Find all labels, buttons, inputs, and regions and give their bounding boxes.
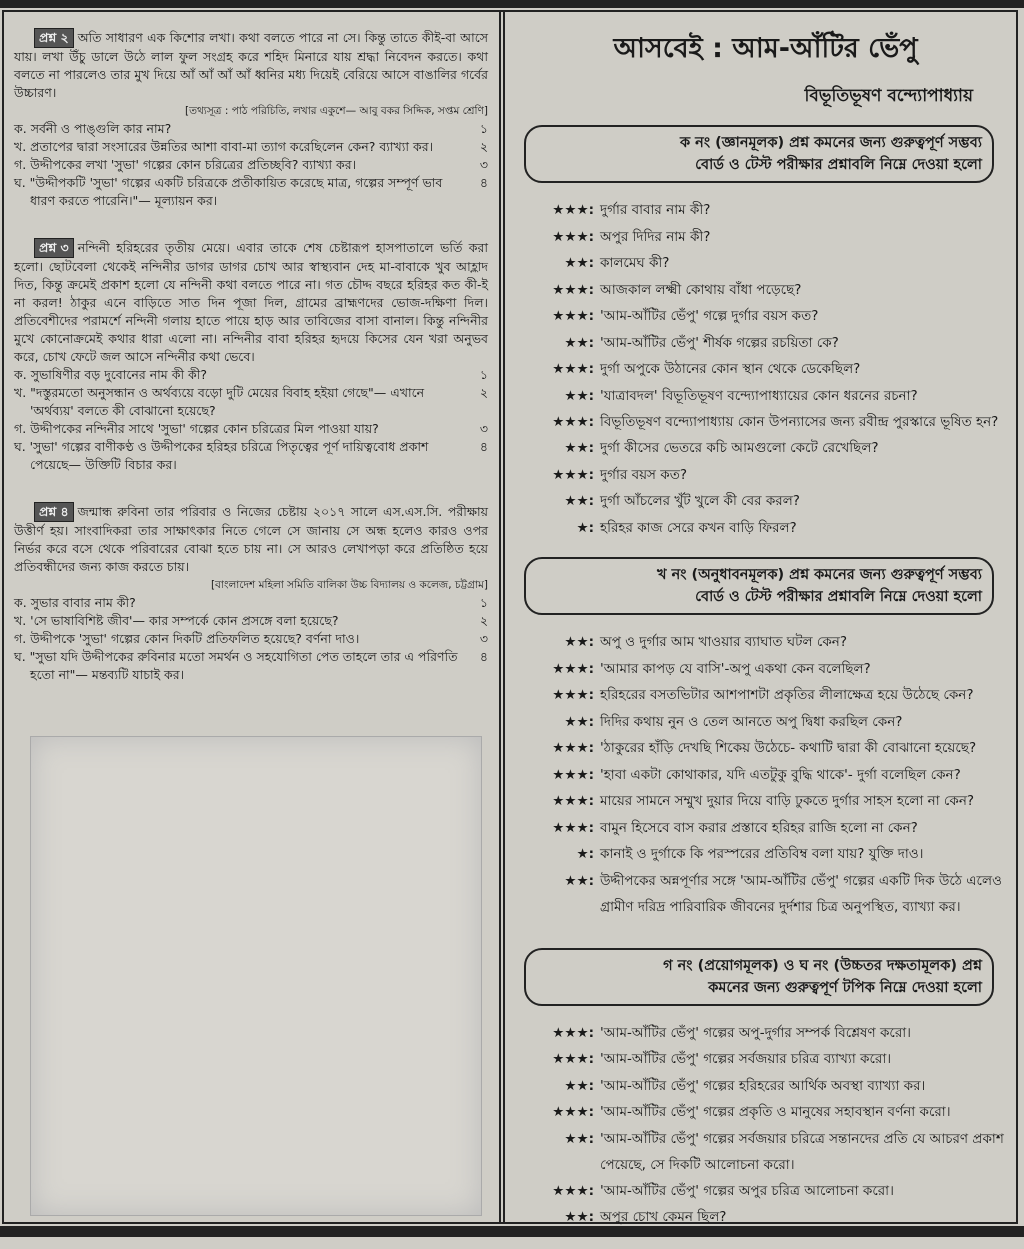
section-header-line: ক নং (জ্ঞানমূলক) প্রশ্ন কমনের জন্য গুরুত্বপূর্ণ সম্ভব্য [679, 135, 982, 151]
sub-question-text: ঘ. 'সুভা' গল্পের বাণীকণ্ঠ ও উদ্দীপকের হরিহর চরিত্রে পিতৃত্বের পূর্ণ দায়িত্ববোধ প্রকাশ পেয়েছে— উক্তিটি বিচার কর। [14, 439, 429, 472]
list-item [508, 462, 1013, 489]
list-item [508, 762, 1013, 789]
source-note: [তথ্যসূত্র : পাঠ পরিচিতি, লখার একুশে— আবু বকর সিদ্দিক, সপ্তম শ্রেণি] [185, 105, 488, 117]
sub-question-text: ঘ. "সুভা যদি উদ্দীপকের রুবিনার মতো সমর্থন ও সহযোগিতা পেত তাহলে তার এ পরিণতি হতো না"— মন্তব্যটি যাচাই কর। [14, 649, 458, 682]
star-rating-icon: ★★★: [552, 228, 594, 245]
star-rating-icon: ★★★: [552, 308, 594, 324]
question-text: 'আম-আঁটির ভেঁপু' গল্পের অপু-দুর্গার সম্পর্ক বিশ্লেষণ করো। [600, 1024, 911, 1041]
marks: ১ [479, 367, 488, 382]
star-rating-icon: ★★★: [552, 1024, 594, 1041]
section-header-line: খ নং (অনুধাবনমূলক) প্রশ্ন কমনের জন্য গুরুত্বপূর্ণ সম্ভব্য [657, 567, 982, 583]
star-rating-icon: ★★: [564, 493, 594, 509]
list-item [508, 303, 1013, 330]
list-item [508, 1099, 1013, 1126]
question-text: দুর্গা কীসের ভেতরে কচি আমগুলো কেটে রেখেছিল? [600, 440, 879, 456]
question-text: দুর্গার বাবার নাম কী? [600, 202, 711, 218]
star-rating-icon: ★★: [564, 713, 594, 730]
sub-question [14, 120, 488, 138]
list-item [508, 383, 1013, 410]
stimulus [14, 28, 488, 102]
question-text: দুর্গার বয়স কত? [600, 466, 687, 483]
question-text: অপু ও দুর্গার আম খাওয়ার ব্যাঘাত ঘটল কেন? [600, 634, 847, 650]
section-header-line: বোর্ড ও টেস্ট পরীক্ষার প্রশ্নাবলি নিম্নে দেওয়া হলো [695, 589, 982, 605]
sub-question-text: গ. উদ্দীপকে 'সুভা' গল্পের কোন দিকটি প্রতিফলিত হয়েছে? বর্ণনা দাও। [14, 631, 360, 646]
question-number: প্রশ্ন ৩ [34, 238, 74, 258]
star-rating-icon: ★★★: [552, 819, 594, 836]
stimulus [14, 238, 488, 366]
list-item [508, 788, 1013, 815]
section-header-line: বোর্ড ও টেস্ট পরীক্ষার প্রশ্নাবলি নিম্নে দেওয়া হলো [695, 157, 982, 173]
question-text: 'ঠাকুরের হাঁড়ি দেখছি শিকেয় উঠেচে- কথাটি দ্বারা কী বোঝানো হয়েছে? [600, 740, 977, 756]
question-text: হরিহরের বসতভিটার আশপাশটা প্রকৃতির লীলাক্ষেত্র হয়ে উঠেছে কেন? [600, 687, 974, 703]
sub-question [14, 438, 488, 474]
marks: ৪ [479, 649, 488, 664]
list-item [508, 250, 1013, 277]
marks: ৪ [479, 439, 488, 454]
list-item [508, 1046, 1013, 1073]
list-item [508, 1020, 1013, 1047]
marks: ৩ [479, 157, 488, 172]
question-text: অপুর চোখ কেমন ছিল? [600, 1209, 727, 1225]
sub-question [14, 612, 488, 630]
list-item [508, 224, 1013, 251]
list-item [508, 277, 1013, 304]
star-rating-icon: ★★★: [552, 740, 594, 756]
question-number: প্রশ্ন ৪ [34, 502, 74, 522]
question-text: 'হাবা একটা কোথাকার, যদি এতটুকু বুদ্ধি থাকে'- দুর্গা বলেছিল কেন? [600, 766, 961, 783]
sub-question-text: গ. উদ্দীপকের লখা 'সুভা' গল্পের কোন চরিত্রের প্রতিচ্ছবি? ব্যাখ্যা কর। [14, 157, 357, 172]
question-text: 'আম-আঁটির ভেঁপু' গল্পের সর্বজয়ার চরিত্র ব্যাখ্যা করো। [600, 1051, 892, 1067]
question-list [508, 197, 1013, 541]
question-text: কানাই ও দুর্গাকে কি পরস্পরের প্রতিবিম্ব বলা যায়? যুক্তি দাও। [600, 846, 924, 862]
sub-question [14, 174, 488, 210]
question-block [14, 28, 488, 210]
question-text: 'আম-আঁটির ভেঁপু' শীর্ষক গল্পের রচয়িতা কে? [600, 334, 839, 351]
footer-strip [0, 1226, 1024, 1237]
left-column [14, 28, 488, 712]
question-text: 'আম-আঁটির ভেঁপু' গল্পের সর্বজয়ার চরিত্রে সন্তানদের প্রতি যে আচরণ প্রকাশ পেয়েছে, সে দিকটি আলোচনা করো। [600, 1130, 1004, 1173]
question-text: হরিহর কাজ সেরে কখন বাড়ি ফিরল? [600, 519, 797, 536]
star-rating-icon: ★★: [564, 255, 594, 271]
list-item [508, 1178, 1013, 1205]
star-rating-icon: ★★★: [552, 202, 594, 218]
sub-question [14, 648, 488, 684]
question-text: 'আম-আঁটির ভেঁপু' গল্পের হরিহরের আর্থিক অবস্থা ব্যাখ্যা কর। [600, 1077, 926, 1094]
question-section [508, 125, 1013, 541]
stimulus-text: নন্দিনী হরিহরের তৃতীয় মেয়ে। এবার তাকে শেষ চেষ্টারূপ হাসপাতালে ভর্তি করা হলো। ছোটবেলা থেকেই নন্দিনীর ডাগর ডাগর চোখ আর স্বাস্থ্যবান দেহ মা-বাবাকে খুব আহ্লাদ দিত, কিন্তু ক্রমেই প্রকাশ হলো যে নন্দিনী কথা বলতে পারে না। গত চৌদ্দ বছরে হরিহর কত কী-ই না করল! ঠাকুর এনে বাড়িতে সাত দিন পূজা দিল, গ্রামের ব্রাহ্মণদের ভোজ-দক্ষিণা দিল। প্রতিবেশীদের পরামর্শে নন্দিনী গলায় হাতে পায়ে হাড় আর তাবিজের বাসা বানাল। কিন্তু নন্দিনীর মুখে কোনোক্রমেই কথার ধারা এলো না। নন্দিনীর বাবা হরিহর হৃদয়ে কিসের যেন খরা অনুভব করে, চোখ ফেটে জল আসে নন্দিনীর কথা ভেবে। [14, 240, 488, 364]
list-item [508, 1126, 1013, 1178]
star-rating-icon: ★★★: [552, 687, 594, 703]
question-text: 'আম-আঁটির ভেঁপু' গল্পে দুর্গার বয়স কত? [600, 308, 819, 324]
section-header-line: গ নং (প্রয়োগমূলক) ও ঘ নং (উচ্চতর দক্ষতামূলক) প্রশ্ন [663, 957, 982, 974]
question-text: বিভূতিভূষণ বন্দ্যোপাধ্যায় কোন উপন্যাসের জন্য রবীন্দ্র পুরস্কারে ভূষিত হন? [600, 414, 999, 430]
star-rating-icon: ★★★: [552, 1051, 594, 1067]
question-text: মায়ের সামনে সম্মুখ দুয়ার দিয়ে বাড়ি ঢুকতে দুর্গার সাহস হলো না কেন? [600, 793, 975, 809]
question-text: অপুর দিদির নাম কী? [600, 228, 711, 245]
star-rating-icon: ★★: [564, 872, 594, 889]
sub-question [14, 630, 488, 648]
star-rating-icon: ★★★: [552, 766, 594, 783]
marks: ৪ [479, 175, 488, 190]
question-text: দুর্গা অপুকে উঠানের কোন স্থান থেকে ডেকেছিল? [600, 361, 861, 377]
list-item [508, 656, 1013, 683]
star-rating-icon: ★★: [564, 1130, 594, 1147]
list-item [508, 709, 1013, 736]
sub-question-text: খ. "দস্তুরমতো অনুসন্ধান ও অর্থব্যয়ে বড়ো দুটি মেয়ের বিবাহ হইয়া গেছে"— এখানে 'অর্থব্যয়' বলতে কী বোঝানো হয়েছে? [14, 385, 425, 418]
marks: ১ [479, 121, 488, 136]
question-block [14, 238, 488, 474]
list-item [508, 841, 1013, 868]
source-note: [বাংলাদেশ মহিলা সমিতি বালিকা উচ্চ বিদ্যালয় ও কলেজ, চট্টগ্রাম] [210, 579, 488, 591]
marks: ২ [479, 139, 488, 154]
sub-question [14, 138, 488, 156]
star-rating-icon: ★★: [564, 387, 594, 404]
question-list [508, 1020, 1013, 1231]
question-text: দুর্গা আঁচলের খুঁট খুলে কী বের করল? [600, 493, 800, 509]
star-rating-icon: ★★★: [552, 1182, 594, 1199]
section-header-box [524, 125, 994, 183]
sub-question-text: ক. সুভার বাবার নাম কী? [14, 595, 136, 610]
list-item [508, 330, 1013, 357]
stimulus-text: জন্মান্ধ রুবিনা তার পরিবার ও নিজের চেষ্টায় ২০১৭ সালে এস.এস.সি. পরীক্ষায় উত্তীর্ণ হয়। সাংবাদিকরা তার সাক্ষাৎকার নিতে গেলে সে জানায় সে অন্ধ হলেও কারও ওপর নির্ভর করে বসে থেকে পরিবারের বোঝা হতে চায় না। সে আরও লেখাপড়া করে প্রতিষ্ঠিত হয়ে প্রতিবন্ধীদের জন্য কাজ করতে চায়। [14, 504, 488, 574]
marks: ৩ [479, 631, 488, 646]
star-rating-icon: ★★: [564, 1209, 594, 1225]
marks: ২ [479, 385, 488, 400]
section-header-box [524, 948, 994, 1006]
star-rating-icon: ★★★: [552, 414, 594, 430]
star-rating-icon: ★: [576, 846, 594, 862]
list-item [508, 197, 1013, 224]
sub-question-text: ঘ. "উদ্দীপকটি 'সুভা' গল্পের একটি চরিত্রকে প্রতীকায়িত করেছে মাত্র, গল্পের সম্পূর্ণ ভাব ধারণ করতে পারেনি।"— মূল্যায়ন কর। [14, 175, 443, 208]
header-strip [0, 0, 1024, 8]
star-rating-icon: ★★★: [552, 361, 594, 377]
star-rating-icon: ★★: [564, 334, 594, 351]
sub-question-text: ক. সুভাষিণীর বড় দুবোনের নাম কী কী? [14, 367, 207, 382]
section-header-line: কমনের জন্য গুরুত্বপূর্ণ টপিক নিম্নে দেওয়া হলো [708, 979, 982, 996]
question-block [14, 502, 488, 684]
stimulus-text: অতি সাধারণ এক কিশোর লখা। কথা বলতে পারে না সে। কিন্তু তাতে কীই-বা আসে যায়। লখা উঁচু ডালে উঠে লাল ফুল সংগ্রহ করে শহিদ মিনারে যায় শ্রদ্ধা নিবেদন করতে। কথা বলতে না পারলেও তার মুখ দিয়ে আঁ আঁ আঁ আঁ ধ্বনির মধ্য দিয়েই বেরিয়ে আসে বাঙালির গর্বের উচ্চারণ। [14, 30, 488, 100]
star-rating-icon: ★★★: [552, 660, 594, 677]
list-item [508, 868, 1013, 920]
question-number: প্রশ্ন ২ [34, 28, 74, 48]
sub-question [14, 156, 488, 174]
question-text: আজকাল লক্ষ্মী কোথায় বাঁধা পড়েছে? [600, 281, 802, 298]
article-title: আসবেই : আম-আঁটির ভেঁপু [613, 33, 918, 64]
section-header-box [524, 557, 994, 615]
list-item [508, 629, 1013, 656]
list-item [508, 356, 1013, 383]
sub-question-text: খ. 'সে ভাষাবিশিষ্ট জীব'— কার সম্পর্কে কোন প্রসঙ্গে বলা হয়েছে? [14, 613, 339, 628]
star-rating-icon: ★★: [564, 1077, 594, 1094]
question-text: 'আমার কাপড় যে বাসি'-অপু একথা কেন বলেছিল? [600, 660, 871, 677]
column-divider [499, 10, 505, 1224]
star-rating-icon: ★★★: [552, 1104, 594, 1120]
star-rating-icon: ★★★: [552, 793, 594, 809]
list-item [508, 488, 1013, 515]
sub-question [14, 420, 488, 438]
sub-question-text: ক. সর্বনী ও পাঙ্গুলি কার নাম? [14, 121, 172, 136]
question-text: দিদির কথায় নুন ও তেল আনতে অপু দ্বিধা করছিল কেন? [600, 713, 903, 730]
question-section [508, 948, 1013, 1231]
question-text: বামুন হিসেবে বাস করার প্রস্তাবে হরিহর রাজি হলো না কেন? [600, 819, 918, 836]
sub-question [14, 366, 488, 384]
question-text: 'আম-আঁটির ভেঁপু' গল্পের প্রকৃতি ও মানুষের সহাবস্থান বর্ণনা করো। [600, 1104, 951, 1120]
star-rating-icon: ★: [576, 519, 594, 536]
sub-question-text: খ. প্রতাপের দ্বারা সংসারের উন্নতির আশা বাবা-মা ত্যাগ করেছিলেন কেন? ব্যাখ্যা কর। [14, 139, 434, 154]
question-text: উদ্দীপকের অন্নপূর্ণার সঙ্গে 'আম-আঁটির ভেঁপু' গল্পের একটি দিক উঠে এলেও গ্রামীণ দরিদ্র পারিবারিক জীবনের দুর্দশার চিত্র অনুপস্থিত, ব্যাখ্যা কর। [600, 872, 1002, 915]
list-item [508, 682, 1013, 709]
question-text: 'যাত্রাবদল' বিভূতিভূষণ বন্দ্যোপাধ্যায়ের কোন ধরনের রচনা? [600, 387, 918, 404]
star-rating-icon: ★★★: [552, 281, 594, 298]
question-text: কালমেঘ কী? [600, 255, 670, 271]
star-rating-icon: ★★: [564, 440, 594, 456]
sub-question [14, 594, 488, 612]
question-list [508, 629, 1013, 920]
question-section [508, 557, 1013, 920]
list-item [508, 1073, 1013, 1100]
list-item [508, 735, 1013, 762]
list-item [508, 409, 1013, 435]
stimulus [14, 502, 488, 576]
star-rating-icon: ★★★: [552, 466, 594, 483]
marks: ১ [479, 595, 488, 610]
blank-ad-area [30, 736, 482, 1216]
sub-question [14, 384, 488, 420]
right-column [508, 28, 1013, 1249]
list-item [508, 815, 1013, 842]
marks: ২ [479, 613, 488, 628]
question-text: 'আম-আঁটির ভেঁপু' গল্পের অপুর চরিত্র আলোচনা করো। [600, 1182, 894, 1199]
marks: ৩ [479, 421, 488, 436]
sub-question-text: গ. উদ্দীপকের নন্দিনীর সাথে 'সুভা' গল্পের কোন চরিত্রের মিল পাওয়া যায়? [14, 421, 379, 436]
list-item [508, 515, 1013, 542]
star-rating-icon: ★★: [564, 634, 594, 650]
list-item [508, 435, 1013, 462]
author-name: বিভূতিভূষণ বন্দ্যোপাধ্যায় [804, 86, 973, 106]
